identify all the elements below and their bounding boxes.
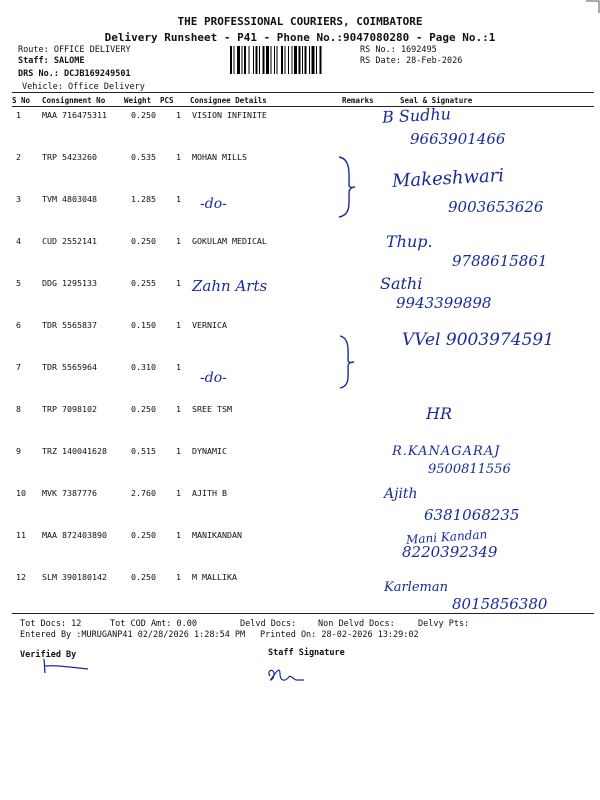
row-consignee: VERNICA xyxy=(192,320,227,330)
row-pcs: 1 xyxy=(176,446,181,456)
row-consignee: AJITH B xyxy=(192,488,227,498)
row-weight: 0.250 xyxy=(131,530,156,540)
handwritten-phone: 9788615861 xyxy=(452,252,548,270)
row-weight: 0.250 xyxy=(131,572,156,582)
row-consignment-no: DDG 1295133 xyxy=(42,278,97,288)
document-title: THE PROFESSIONAL COURIERS, COIMBATORE xyxy=(177,15,423,28)
row-consignee: SREE TSM xyxy=(192,404,232,414)
handwritten-name-phone: VVel 9003974591 xyxy=(402,330,555,350)
row-pcs: 1 xyxy=(176,110,181,120)
row-weight: 0.515 xyxy=(131,446,156,456)
handwritten-phone: 9663901466 xyxy=(410,130,506,148)
col-sno: S No xyxy=(12,96,31,105)
footer-rule xyxy=(12,613,594,614)
rs-number: RS No.: 1692495 xyxy=(360,45,437,55)
row-consignee: M MALLIKA xyxy=(192,572,237,582)
row-pcs: 1 xyxy=(176,404,181,414)
brace-mark-icon xyxy=(335,155,359,219)
row-sno: 8 xyxy=(16,404,21,414)
row-consignment-no: MAA 872403890 xyxy=(42,530,107,540)
row-weight: 0.535 xyxy=(131,152,156,162)
row-pcs: 1 xyxy=(176,194,181,204)
delivery-points: Delvy Pts: xyxy=(418,619,470,629)
row-consignee: GOKULAM MEDICAL xyxy=(192,236,267,246)
route-label: Route: OFFICE DELIVERY xyxy=(18,45,131,55)
row-pcs: 1 xyxy=(176,488,181,498)
row-consignee: MOHAN MILLS xyxy=(192,152,247,162)
row-sno: 7 xyxy=(16,362,21,372)
col-seal-signature: Seal & Signature xyxy=(400,96,473,105)
row-sno: 6 xyxy=(16,320,21,330)
brace-mark-icon xyxy=(336,334,360,390)
drs-number: DRS No.: DCJB169249501 xyxy=(18,69,131,79)
total-cod-amount: Tot COD Amt: 0.00 xyxy=(110,619,197,629)
col-consignment: Consignment No xyxy=(42,96,106,105)
row-consignment-no: MVK 7387776 xyxy=(42,488,97,498)
handwritten-ditto: -do- xyxy=(200,196,227,212)
row-consignment-no: CUD 2552141 xyxy=(42,236,97,246)
row-sno: 1 xyxy=(16,110,21,120)
col-pcs: PCS xyxy=(160,96,174,105)
row-consignment-no: TVM 4803048 xyxy=(42,194,97,204)
handwritten-name: R.KANAGARAJ xyxy=(392,444,501,459)
document-subtitle: Delivery Runsheet - P41 - Phone No.:9047080280 - Page No.:1 xyxy=(104,31,496,44)
rs-date: RS Date: 28-Feb-2026 xyxy=(360,56,463,66)
non-delivered-docs: Non Delvd Docs: xyxy=(318,619,395,629)
row-pcs: 1 xyxy=(176,572,181,582)
row-weight: 0.255 xyxy=(131,278,156,288)
handwritten-signature: Thup. xyxy=(386,232,433,251)
row-consignment-no: TRZ 140041628 xyxy=(42,446,107,456)
total-docs: Tot Docs: 12 xyxy=(20,619,82,629)
staff-signature-label: Staff Signature xyxy=(268,648,345,658)
row-consignment-no: TDR 5565837 xyxy=(42,320,97,330)
handwritten-phone: 9943399898 xyxy=(396,294,492,312)
row-sno: 4 xyxy=(16,236,21,246)
handwritten-phone: 8015856380 xyxy=(452,595,548,613)
verified-by-label: Verified By xyxy=(20,650,77,660)
row-consignment-no: TDR 5565964 xyxy=(42,362,97,372)
handwritten-name: Mani Kandan xyxy=(405,527,488,547)
handwritten-name: Makeshwari xyxy=(391,165,505,192)
row-weight: 0.150 xyxy=(131,320,156,330)
row-sno: 3 xyxy=(16,194,21,204)
staff-label: Staff: SALOME xyxy=(18,56,85,66)
row-weight: 0.250 xyxy=(131,404,156,414)
handwritten-name: Sathi xyxy=(380,274,423,293)
handwritten-ditto: -do- xyxy=(200,370,227,386)
row-weight: 0.250 xyxy=(131,236,156,246)
header-top-rule xyxy=(12,92,594,93)
handwritten-phone: 9003653626 xyxy=(448,198,544,216)
row-consignment-no: SLM 390180142 xyxy=(42,572,107,582)
row-consignment-no: TRP 5423260 xyxy=(42,152,97,162)
row-sno: 11 xyxy=(16,530,26,540)
row-pcs: 1 xyxy=(176,530,181,540)
header-bottom-rule xyxy=(12,106,594,107)
row-weight: 0.310 xyxy=(131,362,156,372)
row-consignee: VISION INFINITE xyxy=(192,110,267,120)
row-sno: 10 xyxy=(16,488,26,498)
handwritten-phone: 8220392349 xyxy=(402,543,498,561)
handwritten-signature: HR xyxy=(426,404,452,423)
row-sno: 12 xyxy=(16,572,26,582)
printed-on: Printed On: 28-02-2026 13:29:02 xyxy=(260,630,419,640)
staff-signature-icon xyxy=(262,662,308,686)
row-weight: 1.285 xyxy=(131,194,156,204)
handwritten-phone: 9500811556 xyxy=(428,462,511,477)
delivered-docs: Delvd Docs: xyxy=(240,619,297,629)
row-pcs: 1 xyxy=(176,362,181,372)
handwritten-consignee: Zahn Arts xyxy=(192,277,268,295)
handwritten-name: B Sudhu xyxy=(381,104,452,127)
vehicle-label: Vehicle: Office Delivery xyxy=(22,82,145,92)
row-consignment-no: TRP 7098102 xyxy=(42,404,97,414)
corner-fold-icon xyxy=(584,0,600,14)
row-pcs: 1 xyxy=(176,236,181,246)
row-consignment-no: MAA 716475311 xyxy=(42,110,107,120)
row-sno: 9 xyxy=(16,446,21,456)
entered-by: Entered By :MURUGANP41 02/28/2026 1:28:54 PM xyxy=(20,630,246,640)
row-weight: 0.250 xyxy=(131,110,156,120)
col-remarks: Remarks xyxy=(342,96,374,105)
row-sno: 2 xyxy=(16,152,21,162)
row-pcs: 1 xyxy=(176,152,181,162)
row-pcs: 1 xyxy=(176,278,181,288)
row-sno: 5 xyxy=(16,278,21,288)
handwritten-signature: Ajith xyxy=(384,486,418,502)
barcode-image xyxy=(230,46,356,74)
row-pcs: 1 xyxy=(176,320,181,330)
row-consignee: MANIKANDAN xyxy=(192,530,242,540)
col-consignee: Consignee Details xyxy=(190,96,267,105)
row-weight: 2.760 xyxy=(131,488,156,498)
verifier-signature-icon xyxy=(40,655,94,677)
col-weight: Weight xyxy=(124,96,152,105)
handwritten-phone: 6381068235 xyxy=(424,506,520,524)
handwritten-name: Karleman xyxy=(384,580,448,595)
row-consignee: DYNAMIC xyxy=(192,446,227,456)
